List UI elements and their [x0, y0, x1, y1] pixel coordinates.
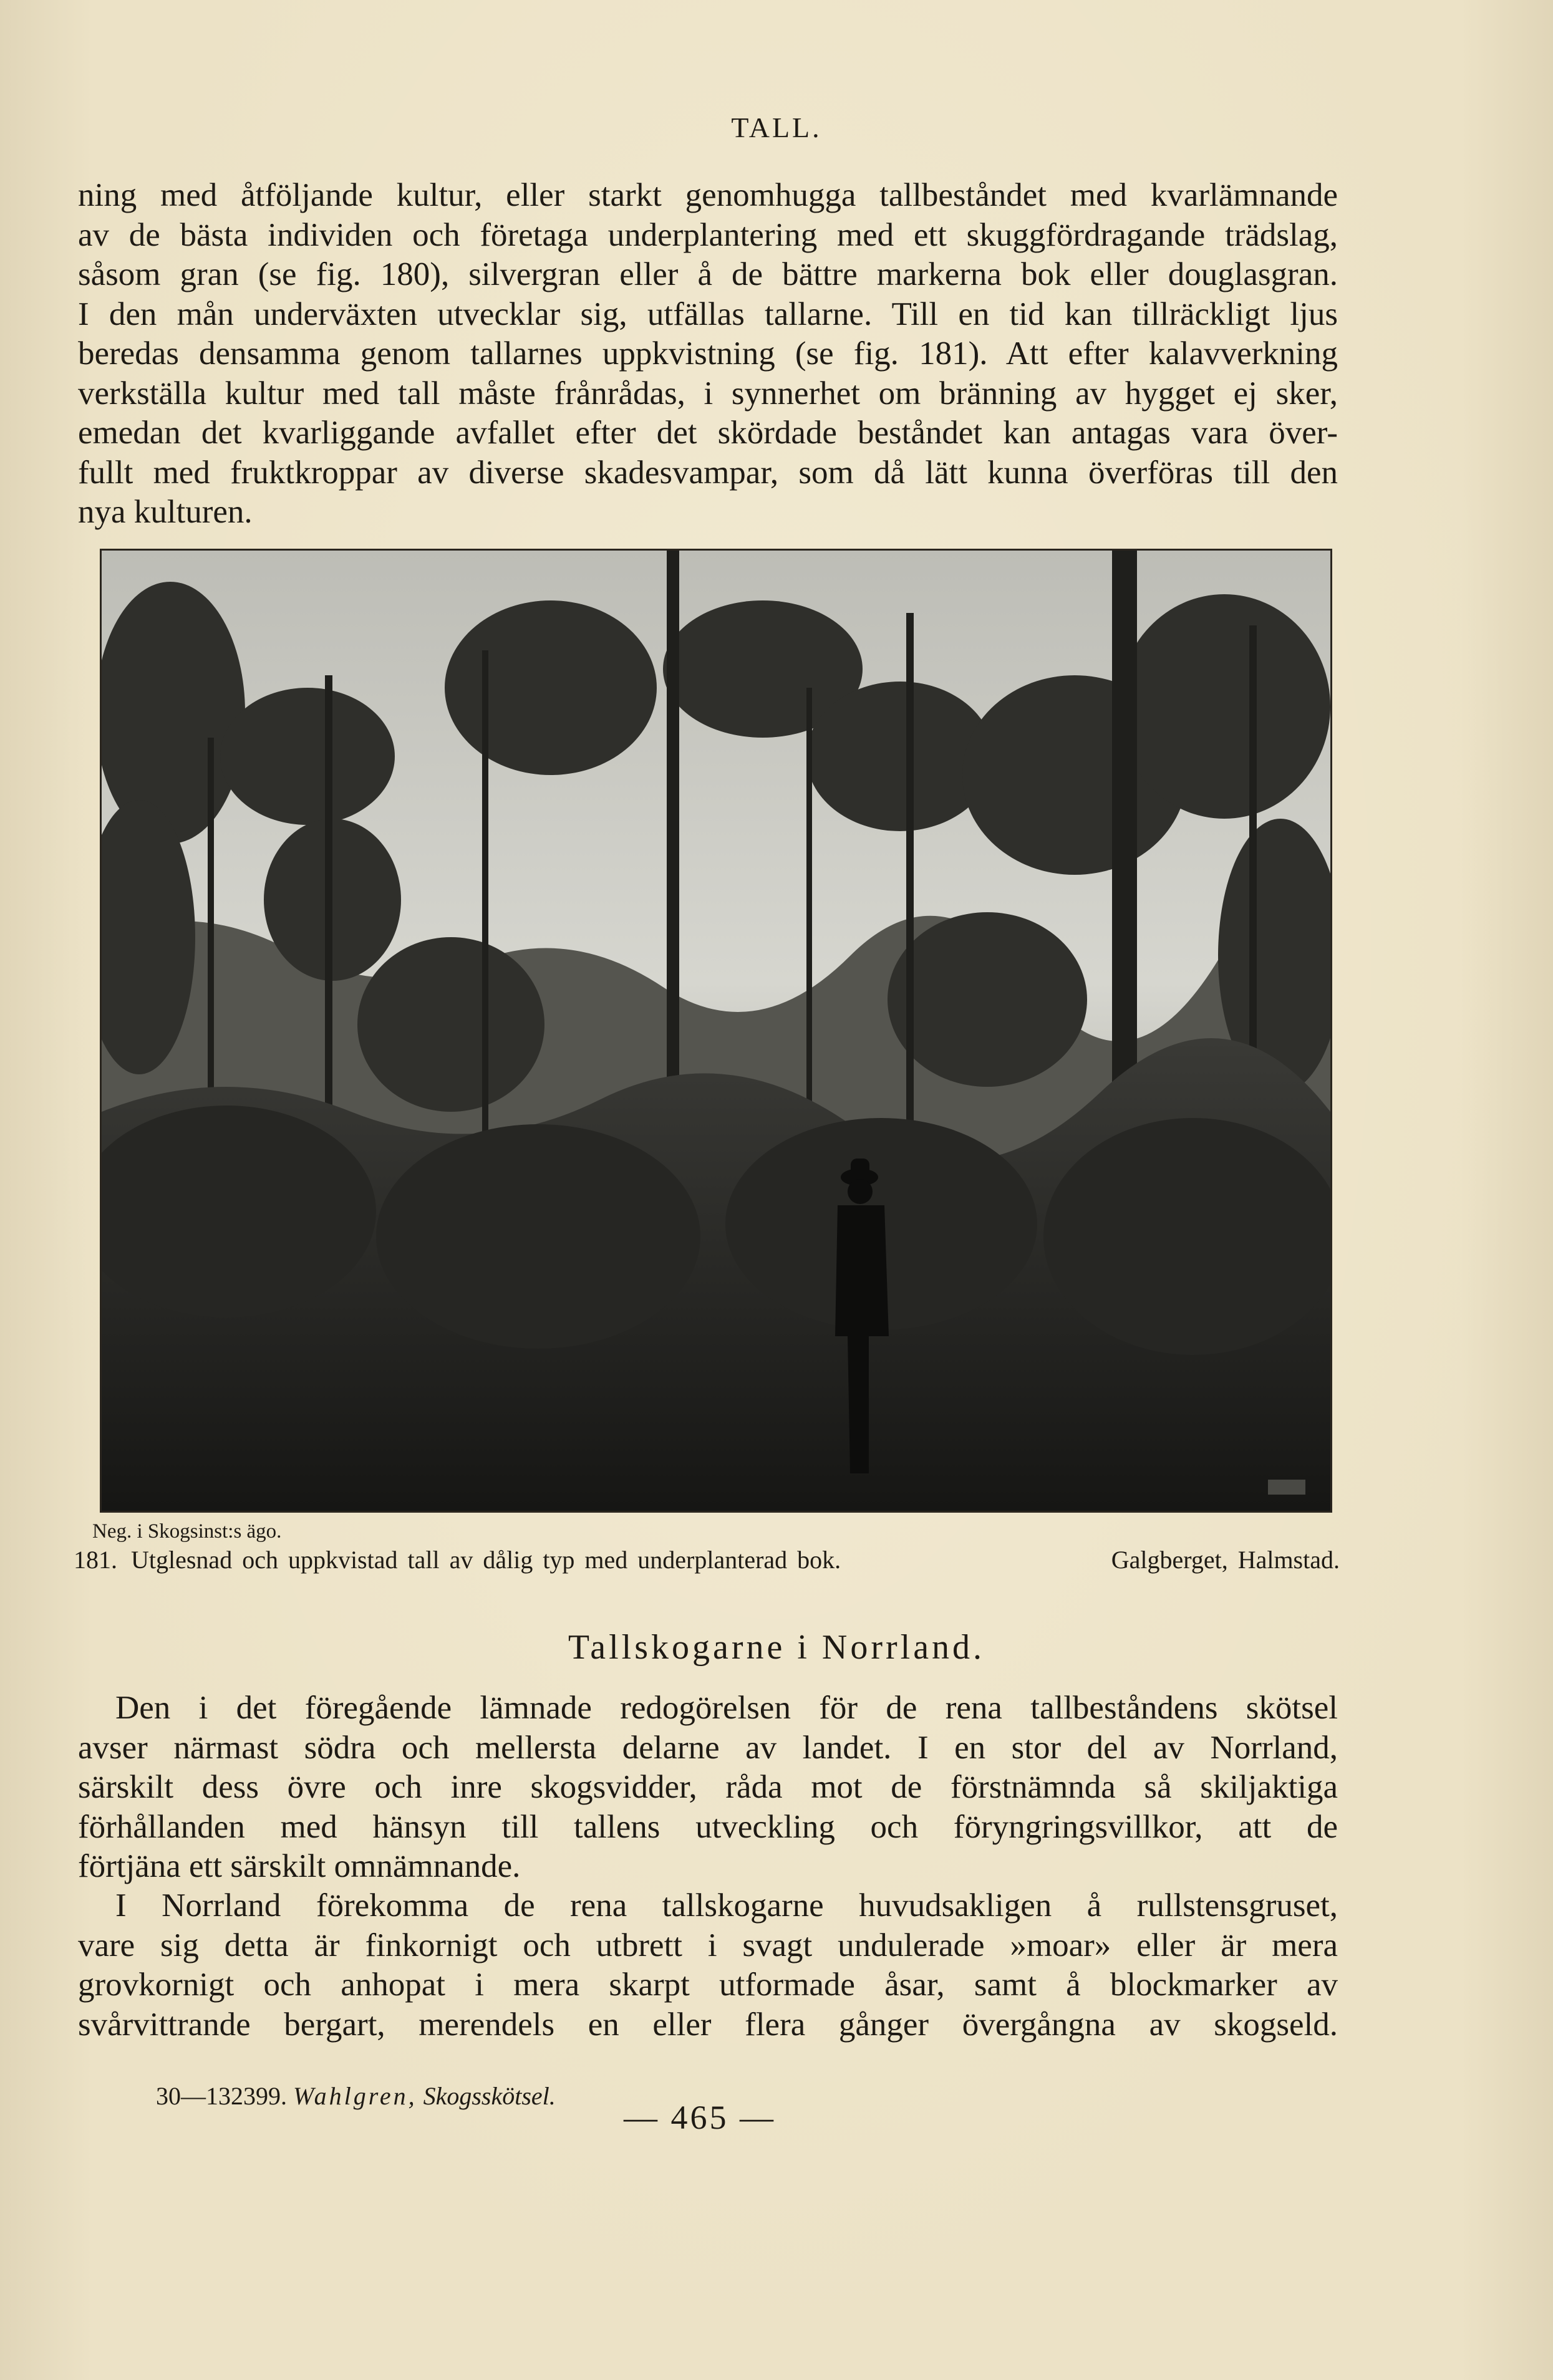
text-line [78, 1689, 1338, 1728]
printer-signature [156, 2081, 556, 2111]
text-line: vare sig detta är finkornigt och utbrett i svagt undulerade »moar» eller är mera [78, 1927, 1338, 1963]
forest-photo-drawing [102, 551, 1330, 1511]
figure-caption [74, 1545, 1340, 1574]
opening-paragraph [78, 176, 1338, 532]
figure-number: 181. [74, 1546, 117, 1574]
text-line: förtjäna ett särskilt omnämnande. [78, 1848, 521, 1884]
signature-number: 30—132399. [156, 2082, 287, 2110]
text-line: fullt med fruktkroppar av diverse skadesvampar, som då lätt kunna överföras till den [78, 454, 1338, 491]
forest-photograph [100, 549, 1332, 1513]
signature-author: Wahlgren, [293, 2082, 417, 2110]
text-line: ning med åtföljande kultur, eller starkt genomhugga tallbeståndet med kvarlämnande [78, 177, 1338, 213]
signature-title: Skogsskötsel. [423, 2082, 556, 2110]
text-line: beredas densamma genom tallarnes uppkvistning (se fig. 181). Att efter kalavverkning [78, 335, 1338, 372]
page-number: — 465 — [624, 2099, 776, 2136]
text-line [78, 1886, 1338, 1926]
section-paragraph-1 [78, 1689, 1338, 1887]
text-line: särskilt dess övre och inre skogsvidder, råda mot de förstnämnda så skiljaktiga [78, 1769, 1338, 1805]
text-line: såsom gran (se fig. 180), silvergran eller å de bättre markerna bok eller douglasgran. [78, 256, 1338, 292]
text-line: avser närmast södra och mellersta delarne av landet. I en stor del av Norrland, [78, 1729, 1338, 1766]
photo-credit: Neg. i Skogsinst:s ägo. [92, 1520, 282, 1543]
running-head: TALL. [731, 112, 822, 143]
text-line-content: Den i det föregående lämnade redogörelsen för de rena tallbeståndens skötsel [115, 1690, 1338, 1726]
text-line-content: I Norrland förekomma de rena tallskogarne huvudsakligen å rullstensgruset, [115, 1887, 1338, 1924]
text-line: I den mån underväxten utvecklar sig, utfällas tallarne. Till en tid kan tillräckligt ljus [78, 296, 1338, 332]
section-paragraph-2 [78, 1886, 1338, 2045]
text-line: svårvittrande bergart, merendels en eller flera gånger övergångna av skogseld. [78, 2006, 1338, 2043]
text-line: verkställa kultur med tall måste frånrådas, i synnerhet om bränning av hygget ej sker, [78, 375, 1338, 412]
text-line: förhållanden med hänsyn till tallens utveckling och föryngringsvillkor, att de [78, 1808, 1338, 1845]
caption-place: Galgberget, Halmstad. [1111, 1546, 1340, 1574]
text-line: av de bästa individen och företaga underplantering med ett skuggfördragande trädslag, [78, 216, 1338, 253]
caption-text: Utglesnad och uppkvistad tall av dålig typ med underplanterad bok. [131, 1546, 841, 1574]
text-line: grovkornigt och anhopat i mera skarpt utformade åsar, samt å blockmarker av [78, 1967, 1338, 2003]
text-line: emedan det kvarliggande avfallet efter det skördade beståndet kan antagas vara över- [78, 415, 1338, 451]
text-line: nya kulturen. [78, 494, 253, 530]
section-title: Tallskogarne i Norrland. [568, 1628, 985, 1667]
